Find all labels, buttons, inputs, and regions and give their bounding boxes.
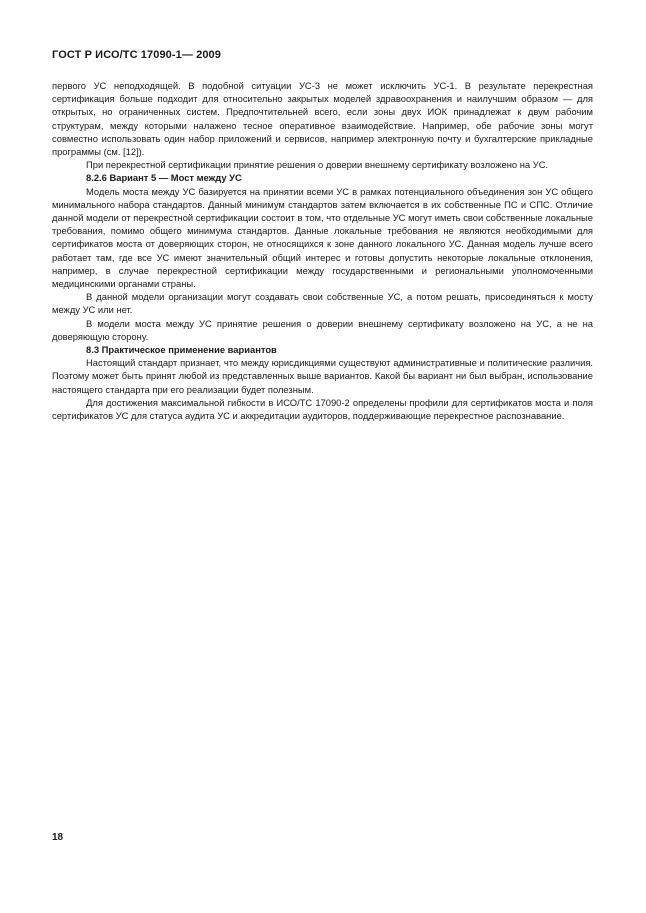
paragraph: В данной модели организации могут создавать свои собственные УС, а потом решать, присоединяться к мосту между УС или нет. <box>52 291 593 316</box>
paragraph: Для достижения максимальной гибкости в ИСО/ТС 17090-2 определены профили для сертификатов моста и поля сертификатов УС для статуса аудита УС и аккредитации аудиторов, поддерживающие перекрестное распознавание. <box>52 396 593 422</box>
paragraph: Модель моста между УС базируется на принятии всеми УС в рамках потенциального объединения зон УС общего минимального набора стандартов. Данный минимум стандартов затем включается в их собственные ПС и СПС. Отличие данной модели от перекрестной сертификации состоит в том, что отдельные УС могут иметь свои собственные локальные требования, помимо общего минимума стандартов. Данные локальные требования не являются необходимыми для сертификатов моста от доверяющих сторон, не относящихся к зоне данного локального УС. Данная модель лучше всего работает там, где все УС имеют значительный общий интерес и готовы допустить некоторые локальные отклонения, например, в случае перекрестной сертификации между государственными и региональными уполномоченными медицинскими органами страны. <box>52 185 593 290</box>
paragraph: В модели моста между УС принятие решения о доверии внешнему сертификату возложено на УС, а не на доверяющую сторону. <box>52 317 593 342</box>
section-heading: 8.2.6 Вариант 5 — Мост между УС <box>86 172 242 184</box>
section-heading: 8.3 Практическое применение вариантов <box>86 344 277 356</box>
document-body <box>52 79 593 422</box>
document-header: ГОСТ Р ИСО/ТС 17090-1— 2009 <box>52 49 221 61</box>
paragraph: Настоящий стандарт признает, что между юрисдикциями существуют административные и политические различия. Поэтому может быть принят любой из представленных выше вариантов. Какой бы вариант ни был выбран, использование настоящего стандарта при его реализации будет полезным. <box>52 357 593 395</box>
paragraph: При перекрестной сертификации принятие решения о доверии внешнему сертификату возложено на УС. <box>86 159 549 171</box>
paragraph: первого УС неподходящей. В подобной ситуации УС-3 не может исключить УС-1. В результате перекрестная сертификация больше подходит для относительно закрытых моделей здравоохранения и наилучшим образом — для открытых, но ограниченных систем. Предпочтительней всего, если зоны двух ИОК принадлежат к двум рабочим структурам, между которыми налажено тесное оперативное взаимодействие. Например, обе рабочие зоны могут совместно использовать один набор приложений и сервисов, например электронную почту и бухгалтерские прикладные программы (см. [12]). <box>52 80 593 158</box>
page-number: 18 <box>52 832 64 843</box>
